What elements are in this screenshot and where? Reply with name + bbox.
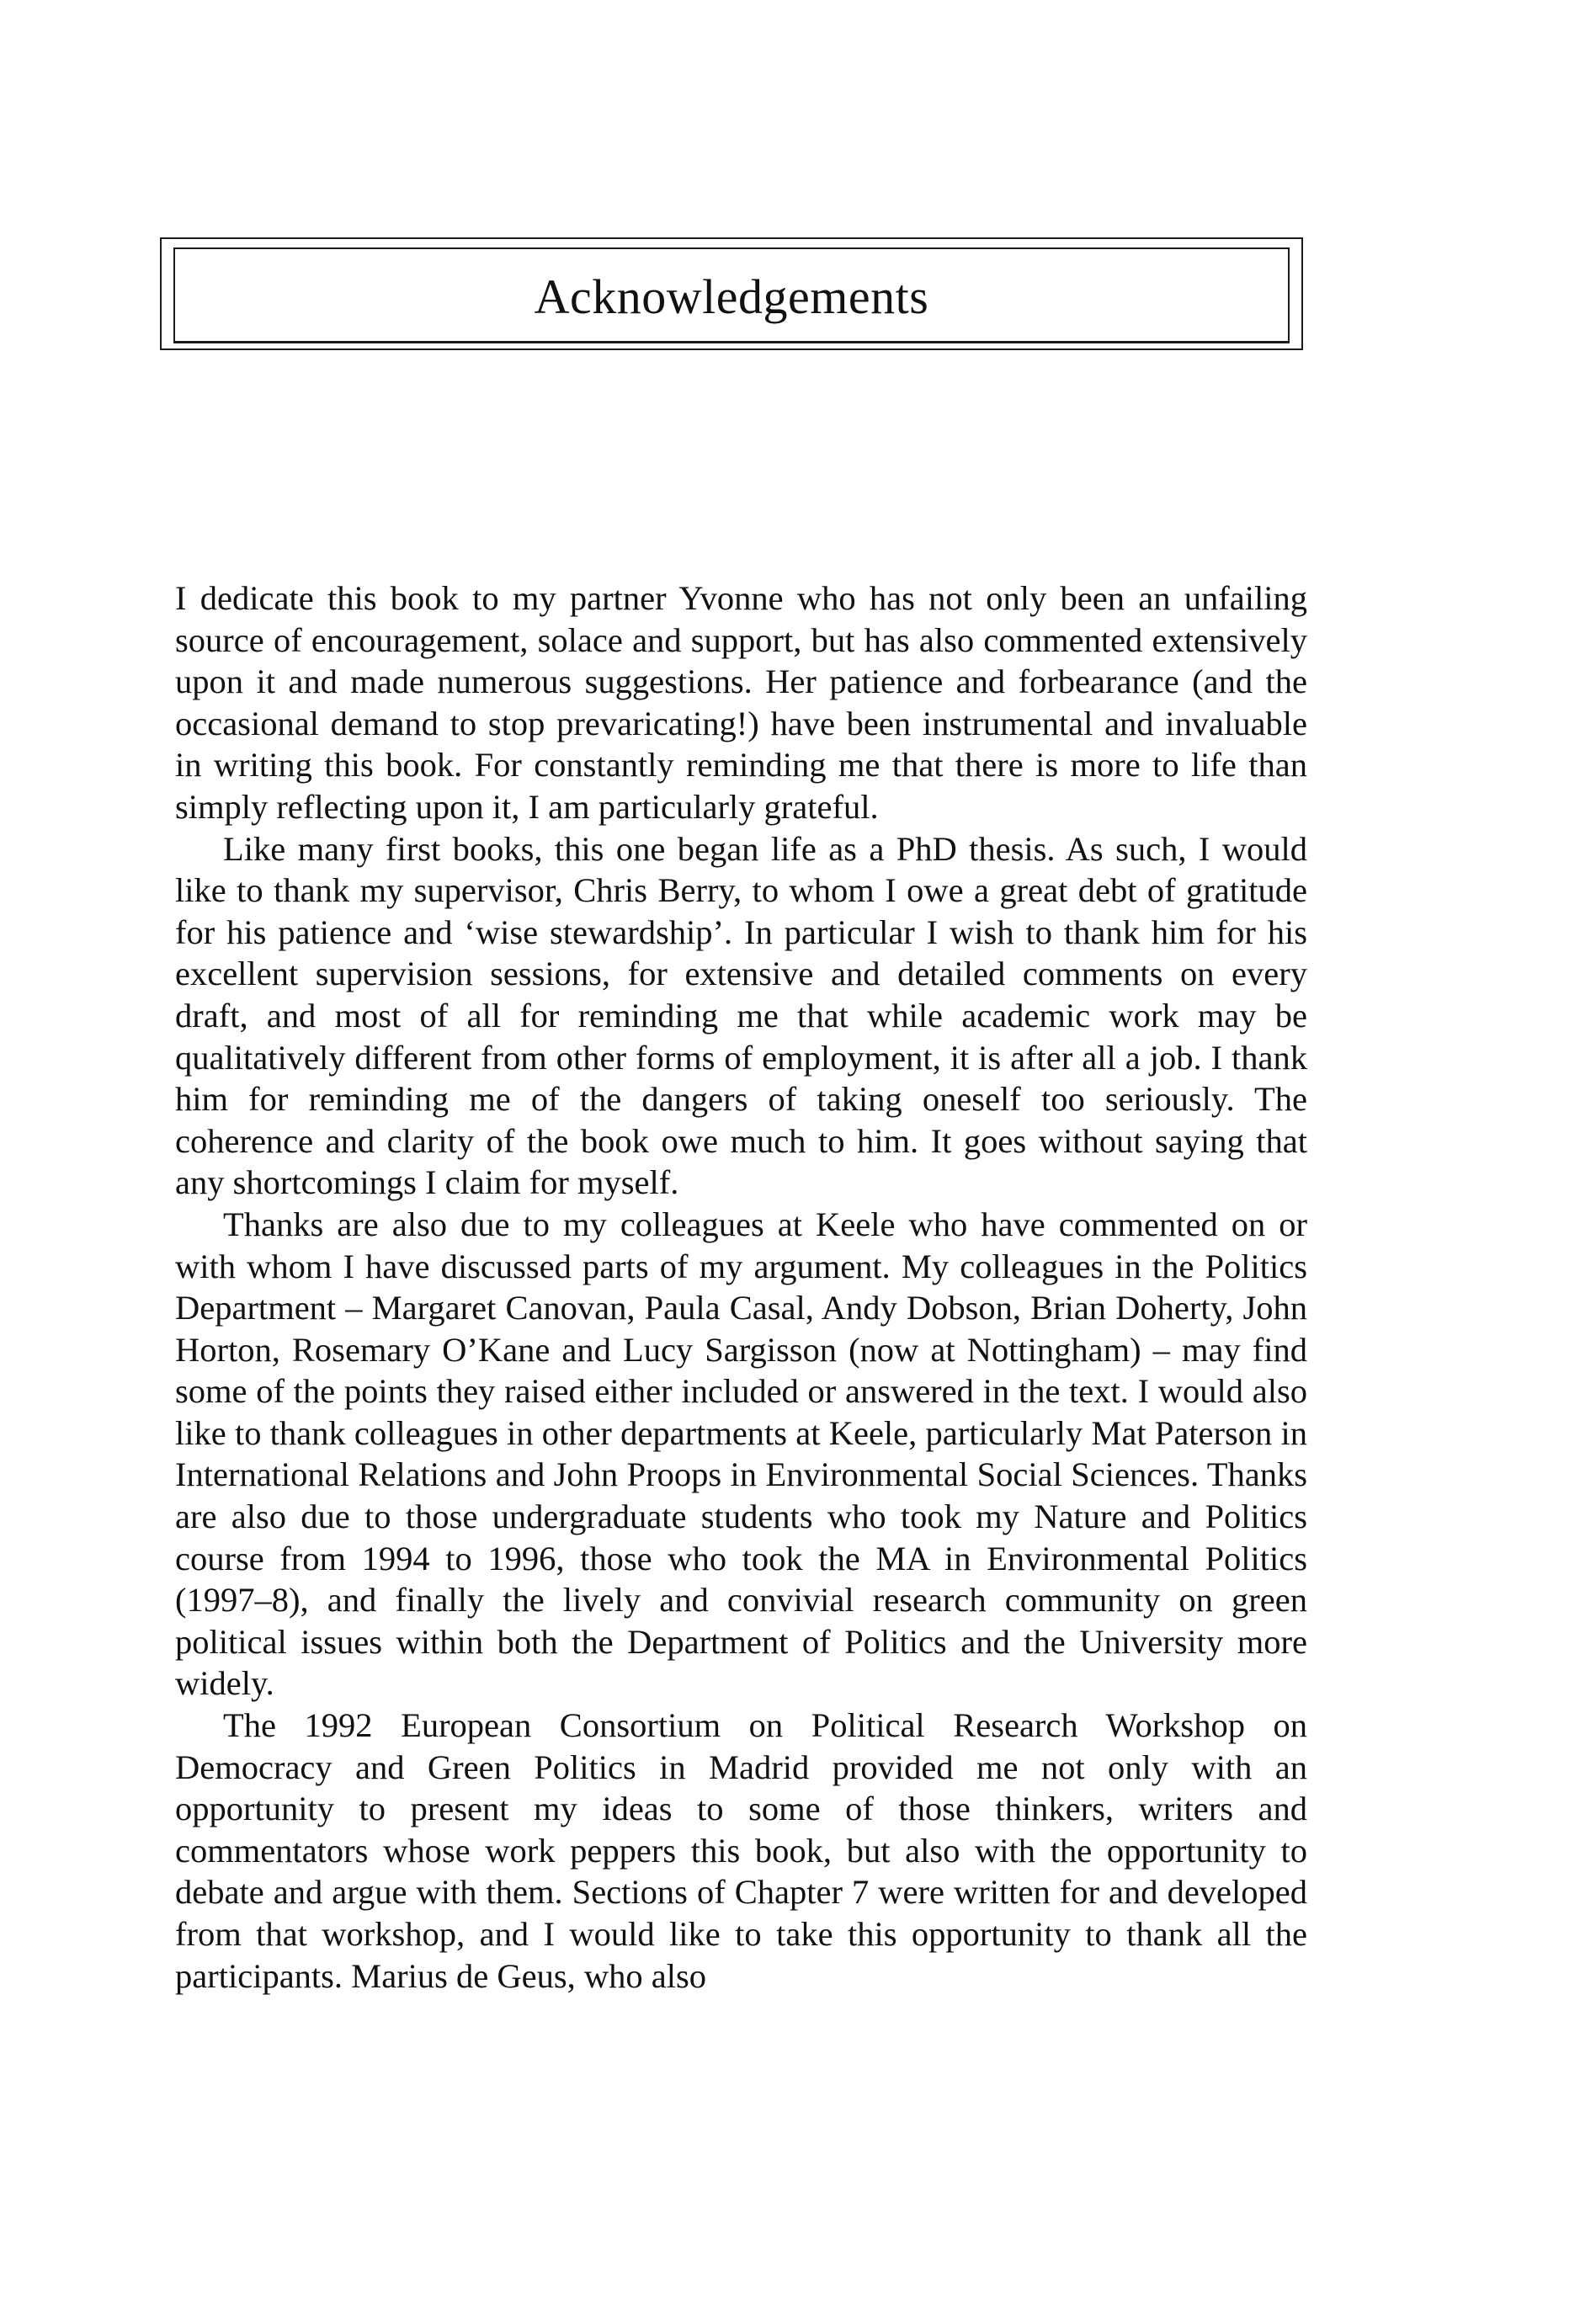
heading-inner-frame [173,247,1290,343]
paragraph-workshop: The 1992 European Consortium on Political Research Workshop on Democracy and Green Politics in Madrid provided me not only with an opportunity to present my ideas to some of those thinkers, writers and commentators whose work peppers this book, but also with the opportunity to debate and argue with them. Sections of Chapter 7 were written for and developed from that workshop, and I would like to take this opportunity to thank all the participants. Marius de Geus, who also [175,1706,1307,1995]
heading-frame [160,237,1303,350]
paragraph-dedication: I dedicate this book to my partner Yvonne who has not only been an unfailing source of encouragement, solace and support, but has also commented extensively upon it and made numerous suggestions. Her patience and forbearance (and the occasional demand to stop prevaricating!) have been instrumental and invaluable in writing this book. For constantly reminding me that there is more to life than simply reflecting upon it, I am particularly grateful. [175,579,1307,826]
paragraph-supervisor: Like many first books, this one began life as a PhD thesis. As such, I would like to thank my supervisor, Chris Berry, to whom I owe a great debt of gratitude for his patience and ‘wise stewardship’. In particular I wish to thank him for his excellent supervision sessions, for extensive and detailed comments on every draft, and most of all for reminding me that while academic work may be qualitatively different from other forms of employment, it is after all a job. I thank him for reminding me of the dangers of taking oneself too seriously. The coherence and clarity of the book owe much to him. It goes without saying that any shortcomings I claim for myself. [175,829,1307,1202]
paragraph-colleagues: Thanks are also due to my colleagues at Keele who have commented on or with whom I have discussed parts of my argument. My colleagues in the Politics Department – Margaret Canovan, Paula Casal, Andy Dobson, Brian Doherty, John Horton, Rosemary O’Kane and Lucy Sargisson (now at Nottingham) – may find some of the points they raised either included or answered in the text. I would also like to thank colleagues in other departments at Keele, particularly Mat Paterson in International Relations and John Proops in Environmental Social Sciences. Thanks are also due to those undergraduate students who took my Nature and Politics course from 1994 to 1996, those who took the MA in Environmental Politics (1997–8), and finally the lively and convivial research community on green political issues within both the Department of Politics and the University more widely. [175,1205,1307,1703]
page-title: Acknowledgements [534,269,929,324]
acknowledgements-body [175,577,1307,1997]
